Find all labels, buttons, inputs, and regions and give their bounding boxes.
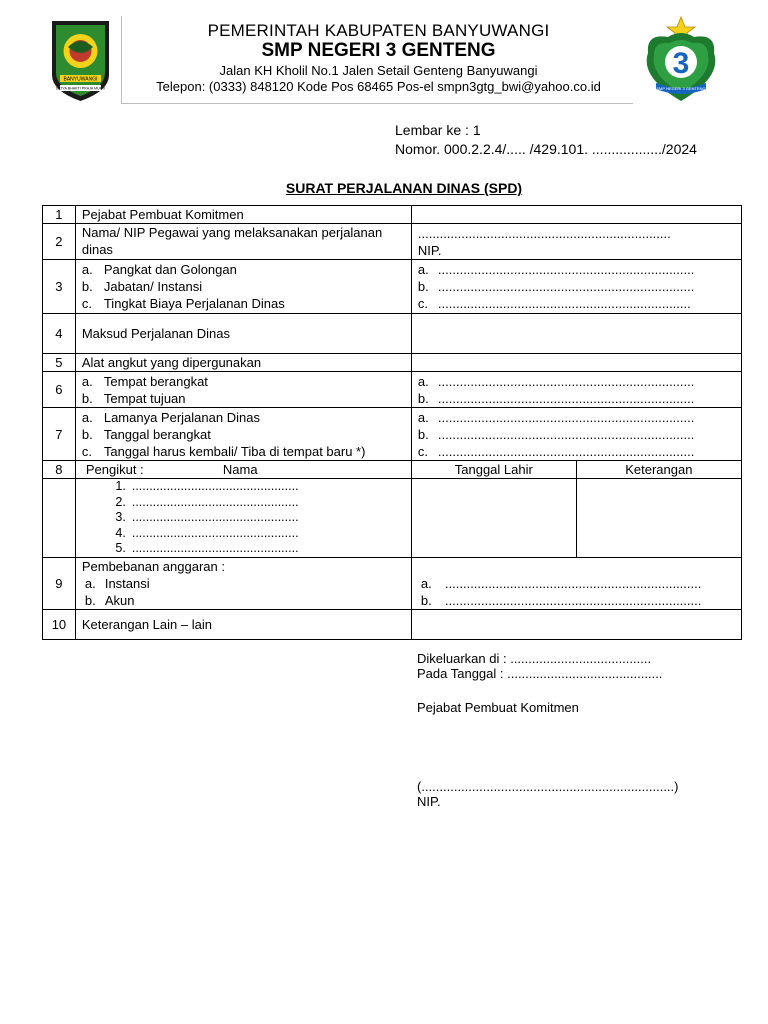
kabupaten-banyuwangi-logo: [48, 17, 113, 104]
nama-header: Nama: [222, 462, 258, 477]
row-label: Nama/ NIP Pegawai yang melaksanakan perjalanan dinas: [75, 224, 411, 260]
svg-text:BANYUWANGI: BANYUWANGI: [63, 76, 98, 83]
row-value: [411, 408, 741, 461]
row-label: [75, 557, 411, 609]
issued-at: Dikeluarkan di : .......................................: [417, 651, 652, 666]
list-item: b. Akun: [84, 592, 135, 608]
row-value: [411, 224, 741, 260]
row-number: 9: [43, 557, 76, 609]
tanggal-lahir-header: Tanggal Lahir: [411, 461, 576, 479]
list-item: a. Pangkat dan Golongan: [81, 262, 237, 277]
row-value: [411, 314, 741, 354]
table-row: [43, 206, 742, 224]
row-value: [411, 557, 741, 609]
row-number: 8: [43, 461, 76, 479]
table-row: [43, 461, 742, 479]
row-label: [75, 461, 411, 479]
signer-title: Pejabat Pembuat Komitmen: [417, 700, 579, 715]
pengikut-label: Pengikut :: [85, 462, 144, 477]
table-row: [43, 260, 742, 314]
row-value: [411, 609, 741, 639]
sheet-number: Lembar ke : 1: [395, 122, 481, 138]
list-item: c. ......................................................................: [417, 296, 691, 311]
list-item: b. .......................................................................: [420, 592, 702, 608]
table-row: [43, 354, 742, 372]
table-row: [43, 372, 742, 408]
list-item: 2. ................................................: [115, 494, 299, 509]
spd-table: [42, 205, 742, 640]
row-number: 3: [43, 260, 76, 314]
smpn3-genteng-logo: [640, 15, 722, 105]
signer-nip: NIP.: [417, 794, 441, 809]
pembebanan-label: Pembebanan anggaran :: [81, 558, 225, 574]
list-item: a. .......................................................................: [417, 374, 695, 389]
pengikut-list: [75, 479, 411, 558]
letterhead-school-name: SMP NEGERI 3 GENTENG: [261, 40, 496, 61]
table-row: [43, 224, 742, 260]
list-item: b. .......................................................................: [417, 391, 695, 406]
row-number: 2: [43, 224, 76, 260]
letterhead-divider-vertical: [121, 16, 122, 104]
list-item: a. .......................................................................: [417, 409, 695, 425]
row-number: 7: [43, 408, 76, 461]
list-item: a. Instansi: [84, 575, 150, 591]
svg-text:SMP NEGERI 3 GENTENG: SMP NEGERI 3 GENTENG: [656, 86, 706, 91]
row-value: [411, 354, 741, 372]
table-row: [43, 557, 742, 609]
list-item: 1. ................................................: [115, 479, 299, 493]
row-value: [411, 206, 741, 224]
row-value: [411, 260, 741, 314]
letterhead-government: PEMERINTAH KABUPATEN BANYUWANGI: [207, 21, 550, 40]
document-title: SURAT PERJALANAN DINAS (SPD): [285, 180, 523, 196]
row-value: [411, 372, 741, 408]
table-row: [43, 609, 742, 639]
issued-date: Pada Tanggal : ...........................................: [417, 666, 663, 681]
table-row: [43, 408, 742, 461]
row-number: [43, 479, 76, 558]
letterhead-contact: Telepon: (0333) 848120 Kode Pos 68465 Pos-el smpn3gtg_bwi@yahoo.co.id: [156, 79, 601, 94]
row-label: Alat angkut yang dipergunakan: [75, 354, 411, 372]
signer-name: (......................................................................): [417, 779, 679, 794]
list-item: c. Tanggal harus kembali/ Tiba di tempat baru *): [81, 443, 366, 459]
row-number: 4: [43, 314, 76, 354]
letterhead-divider: [121, 103, 633, 104]
svg-text:SATYA BHAKTI PRAJA MUKTI: SATYA BHAKTI PRAJA MUKTI: [55, 86, 106, 91]
row-label: Keterangan Lain – lain: [75, 609, 411, 639]
row-number: 10: [43, 609, 76, 639]
list-item: a. .......................................................................: [420, 575, 702, 591]
list-item: c. Tingkat Biaya Perjalanan Dinas: [81, 296, 285, 311]
list-item: a. .......................................................................: [417, 262, 695, 277]
svg-text:3: 3: [672, 47, 690, 80]
list-item: b. .......................................................................: [417, 426, 695, 442]
document-number: Nomor. 000.2.2.4/..... /429.101. ................../2024: [395, 141, 697, 157]
list-item: a. Lamanya Perjalanan Dinas: [81, 409, 260, 425]
list-item: b. Tempat tujuan: [81, 390, 186, 406]
row-label: [75, 260, 411, 314]
list-item: b. .......................................................................: [417, 279, 695, 294]
tanggal-lahir-cell: [411, 479, 576, 558]
row-number: 6: [43, 372, 76, 408]
row-label: Pejabat Pembuat Komitmen: [75, 206, 411, 224]
list-item: a. Tempat berangkat: [81, 373, 208, 389]
employee-nip-field: NIP.: [417, 243, 442, 258]
table-row: [43, 479, 742, 558]
row-label: [75, 372, 411, 408]
row-label: [75, 408, 411, 461]
list-item: 5. ................................................: [115, 541, 299, 555]
letterhead-address: Jalan KH Kholil No.1 Jalen Setail Genteng Banyuwangi: [219, 63, 538, 78]
list-item: c. .......................................................................: [417, 443, 695, 459]
keterangan-cell: [576, 479, 741, 558]
employee-name-field: ......................................................................: [417, 226, 671, 241]
list-item: b. Jabatan/ Instansi: [81, 279, 203, 294]
row-number: 1: [43, 206, 76, 224]
list-item: 4. ................................................: [115, 525, 299, 540]
keterangan-header: Keterangan: [576, 461, 741, 479]
row-label: Maksud Perjalanan Dinas: [75, 314, 411, 354]
row-number: 5: [43, 354, 76, 372]
list-item: b. Tanggal berangkat: [81, 426, 211, 442]
table-row: [43, 314, 742, 354]
list-item: 3. ................................................: [115, 510, 299, 524]
